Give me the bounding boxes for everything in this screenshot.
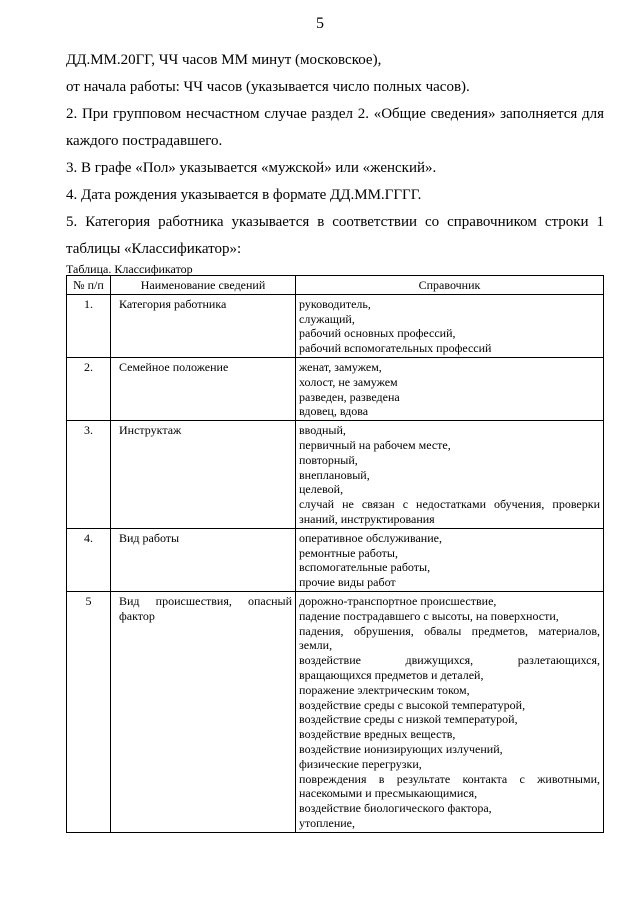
reference-item: рабочий вспомогательных профессий <box>299 341 492 356</box>
page-number: 5 <box>316 15 324 32</box>
reference-item: физические перегрузки, <box>299 756 422 771</box>
reference-item: падения, обрушения, обвалы предметов, материалов, земли, <box>299 623 600 653</box>
reference-item: руководитель, <box>299 296 371 311</box>
paragraph: 2. При групповом несчастном случае раздел 2. «Общие сведения» заполняется для <box>66 106 604 122</box>
reference-item: повреждения в результате контакта с животными, насекомыми и пресмыкающимися, <box>299 771 600 801</box>
reference-item: воздействие среды с высокой температурой, <box>299 697 526 712</box>
reference-item: поражение электрическим током, <box>299 682 470 697</box>
row-number: 3. <box>67 421 111 529</box>
reference-item: первичный на рабочем месте, <box>299 437 451 452</box>
reference-item: женат, замужем, <box>299 359 382 374</box>
reference-item: вращающихся предметов и деталей, <box>299 667 484 682</box>
paragraph: ДД.ММ.20ГГ, ЧЧ часов ММ минут (московское), <box>66 52 382 68</box>
reference-item: вспомогательные работы, <box>299 560 431 575</box>
row-number: 2. <box>67 357 111 420</box>
reference-item: воздействие биологического фактора, <box>299 801 492 816</box>
row-number: 1. <box>67 294 111 357</box>
paragraph: 4. Дата рождения указывается в формате ДД.ММ.ГГГГ. <box>66 187 422 203</box>
paragraph: 3. В графе «Пол» указывается «мужской» или «женский». <box>66 160 437 176</box>
row-name: Семейное положение <box>111 357 296 420</box>
paragraph: 5. Категория работника указывается в соответствии со справочником строки 1 <box>66 214 604 230</box>
reference-item: утопление, <box>299 815 355 830</box>
reference-item: служащий, <box>299 311 355 326</box>
header-num: № п/п <box>67 276 111 295</box>
table-row <box>67 294 604 357</box>
table-row <box>67 421 604 529</box>
reference-item: воздействие движущихся, разлетающихся, <box>299 653 600 668</box>
row-reference-list <box>296 357 604 420</box>
body-text <box>66 47 604 263</box>
paragraph: каждого пострадавшего. <box>66 133 223 149</box>
reference-item: разведен, разведена <box>299 389 400 404</box>
reference-item: падение пострадавшего с высоты, на поверхности, <box>299 608 559 623</box>
table-row <box>67 357 604 420</box>
reference-item: повторный, <box>299 452 358 467</box>
reference-item: вдовец, вдова <box>299 404 369 419</box>
reference-item: целевой, <box>299 482 344 497</box>
row-reference-list <box>296 528 604 591</box>
reference-item: оперативное обслуживание, <box>299 530 442 545</box>
reference-item: воздействие ионизирующих излучений, <box>299 741 503 756</box>
paragraph: от начала работы: ЧЧ часов (указывается число полных часов). <box>66 79 470 95</box>
row-reference-list <box>296 294 604 357</box>
reference-item: прочие виды работ <box>299 575 396 590</box>
reference-item: дорожно-транспортное происшествие, <box>299 593 497 608</box>
reference-item: холост, не замужем <box>299 374 398 389</box>
header-name: Наименование сведений <box>111 276 296 295</box>
row-number: 5 <box>67 591 111 832</box>
table-row <box>67 591 604 832</box>
row-reference-list <box>296 421 604 529</box>
table-header-row <box>67 276 604 295</box>
row-name: Вид происшествия, опасный фактор <box>111 591 296 832</box>
reference-item: рабочий основных профессий, <box>299 326 456 341</box>
row-name: Инструктаж <box>111 421 296 529</box>
reference-item: внеплановый, <box>299 467 370 482</box>
row-name: Вид работы <box>111 528 296 591</box>
paragraph: таблицы «Классификатор»: <box>66 241 242 257</box>
table-row <box>67 528 604 591</box>
header-ref: Справочник <box>296 276 604 295</box>
reference-item: ремонтные работы, <box>299 545 398 560</box>
reference-item: воздействие среды с низкой температурой, <box>299 712 518 727</box>
reference-item: воздействие вредных веществ, <box>299 727 456 742</box>
classifier-table <box>66 275 604 833</box>
reference-item: случай не связан с недостатками обучения, проверки знаний, инструктирования <box>299 497 600 526</box>
row-name: Категория работника <box>111 294 296 357</box>
reference-item: вводный, <box>299 423 346 438</box>
row-reference-list <box>296 591 604 832</box>
table-caption: Таблица. Классификатор <box>66 262 193 276</box>
row-number: 4. <box>67 528 111 591</box>
